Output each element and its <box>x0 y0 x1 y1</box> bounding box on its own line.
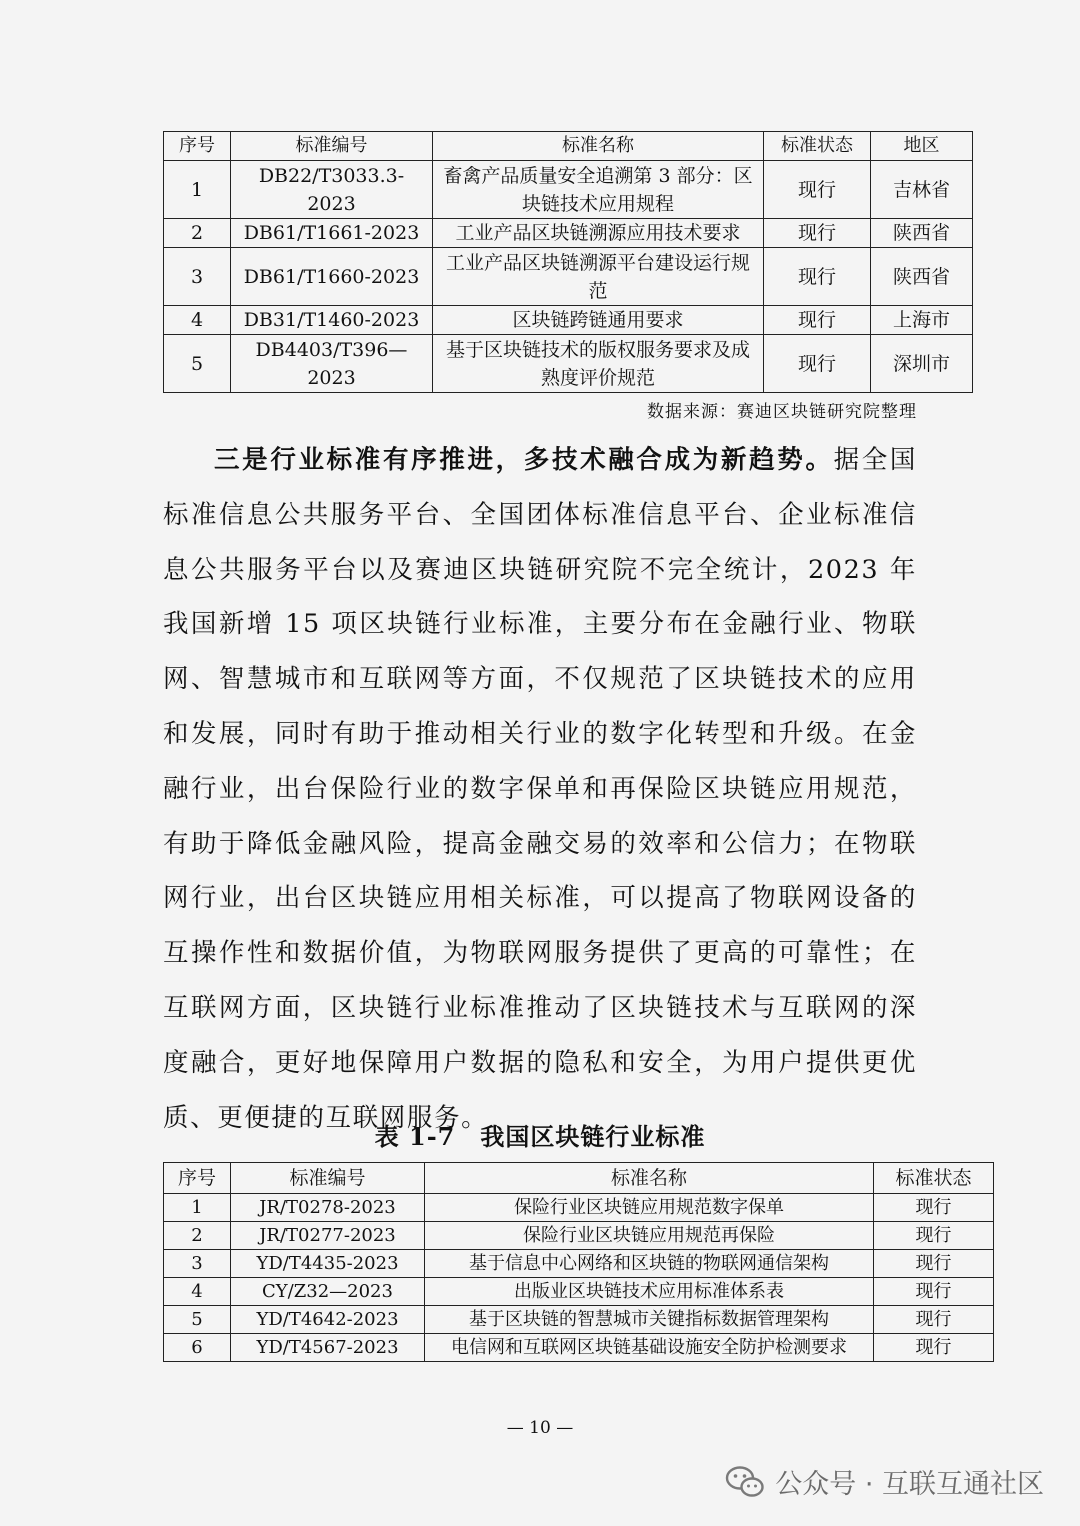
body-paragraph <box>163 433 917 1145</box>
cell-region: 陕西省 <box>871 219 973 248</box>
cell-name: 保险行业区块链应用规范数字保单 <box>425 1194 874 1222</box>
wechat-watermark <box>725 1462 1044 1501</box>
col-header-status: 标准状态 <box>764 132 871 161</box>
regional-standards-table <box>163 131 973 393</box>
cell-status: 现行 <box>764 306 871 335</box>
cell-status: 现行 <box>874 1278 994 1306</box>
cell-index: 4 <box>164 306 231 335</box>
watermark-text: 公众号 · 互联互通社区 <box>775 1469 1044 1500</box>
cell-code: YD/T4642-2023 <box>231 1306 425 1334</box>
cell-status: 现行 <box>764 335 871 393</box>
cell-name: 电信网和互联网区块链基础设施安全防护检测要求 <box>425 1334 874 1362</box>
cell-status: 现行 <box>874 1250 994 1278</box>
cell-status: 现行 <box>874 1222 994 1250</box>
table-row <box>164 1250 994 1278</box>
cell-name: 保险行业区块链应用规范再保险 <box>425 1222 874 1250</box>
table-row <box>164 1334 994 1362</box>
industry-standards-table <box>163 1162 994 1362</box>
cell-status: 现行 <box>764 219 871 248</box>
table-row <box>164 1278 994 1306</box>
page-number: — 10 — <box>506 1418 574 1438</box>
cell-status: 现行 <box>874 1194 994 1222</box>
cell-status: 现行 <box>764 161 871 219</box>
cell-code: DB22/T3033.3-2023 <box>231 161 433 219</box>
paragraph-body: 据全国标准信息公共服务平台、全国团体标准信息平台、企业标准信息公共服务平台以及赛迪区块链研究院不完全统计，2023 年我国新增 15 项区块链行业标准，主要分布在金融行业、物联网、智慧城市和互联网等方面，不仅规范了区块链技术的应用和发展，同时有助于推动相关行业的数字化转型和升级。在金融行业，出台保险行业的数字保单和再保险区块链应用规范，有助于降低金融风险，提高金融交易的效率和公信力；在物联网行业，出台区块链应用相关标准，可以提高了物联网设备的互操作性和数据价值，为物联网服务提供了更高的可靠性；在互联网方面，区块链行业标准推动了区块链技术与互联网的深度融合，更好地保障用户数据的隐私和安全，为用户提供更优质、更便捷的互联网服务。 <box>163 445 917 1133</box>
table-row <box>164 248 973 306</box>
cell-index: 6 <box>164 1334 231 1362</box>
cell-name: 区块链跨链通用要求 <box>433 306 764 335</box>
data-source-note: 数据来源：赛迪区块链研究院整理 <box>647 402 917 422</box>
cell-name: 基于区块链技术的版权服务要求及成熟度评价规范 <box>433 335 764 393</box>
col-header-name: 标准名称 <box>433 132 764 161</box>
cell-index: 5 <box>164 335 231 393</box>
cell-index: 2 <box>164 219 231 248</box>
cell-region: 深圳市 <box>871 335 973 393</box>
cell-code: YD/T4567-2023 <box>231 1334 425 1362</box>
table-header-row <box>164 132 973 161</box>
cell-code: JR/T0277-2023 <box>231 1222 425 1250</box>
cell-region: 吉林省 <box>871 161 973 219</box>
cell-region: 陕西省 <box>871 248 973 306</box>
wechat-icon <box>725 1465 765 1499</box>
col-header-status: 标准状态 <box>874 1163 994 1194</box>
cell-index: 3 <box>164 248 231 306</box>
table-row <box>164 1222 994 1250</box>
cell-region: 上海市 <box>871 306 973 335</box>
cell-code: DB31/T1460-2023 <box>231 306 433 335</box>
cell-index: 1 <box>164 1194 231 1222</box>
table-row <box>164 335 973 393</box>
cell-code: YD/T4435-2023 <box>231 1250 425 1278</box>
cell-index: 3 <box>164 1250 231 1278</box>
cell-name: 工业产品区块链溯源平台建设运行规范 <box>433 248 764 306</box>
table-row <box>164 1194 994 1222</box>
cell-code: DB4403/T396—2023 <box>231 335 433 393</box>
cell-index: 1 <box>164 161 231 219</box>
cell-code: DB61/T1660-2023 <box>231 248 433 306</box>
col-header-code: 标准编号 <box>231 132 433 161</box>
cell-code: DB61/T1661-2023 <box>231 219 433 248</box>
cell-name: 畜禽产品质量安全追溯第 3 部分：区块链技术应用规程 <box>433 161 764 219</box>
col-header-index: 序号 <box>164 1163 231 1194</box>
table-row <box>164 161 973 219</box>
table-row <box>164 306 973 335</box>
cell-code: CY/Z32—2023 <box>231 1278 425 1306</box>
cell-index: 2 <box>164 1222 231 1250</box>
cell-name: 基于区块链的智慧城市关键指标数据管理架构 <box>425 1306 874 1334</box>
col-header-name: 标准名称 <box>425 1163 874 1194</box>
table-header-row <box>164 1163 994 1194</box>
cell-status: 现行 <box>874 1306 994 1334</box>
cell-code: JR/T0278-2023 <box>231 1194 425 1222</box>
cell-name: 出版业区块链技术应用标准体系表 <box>425 1278 874 1306</box>
table-row <box>164 1306 994 1334</box>
col-header-code: 标准编号 <box>231 1163 425 1194</box>
cell-name: 基于信息中心网络和区块链的物联网通信架构 <box>425 1250 874 1278</box>
table-caption: 表 1-7 我国区块链行业标准 <box>374 1122 706 1151</box>
col-header-region: 地区 <box>871 132 973 161</box>
table-row <box>164 219 973 248</box>
paragraph-lead: 三是行业标准有序推进，多技术融合成为新趋势。 <box>214 445 834 475</box>
cell-name: 工业产品区块链溯源应用技术要求 <box>433 219 764 248</box>
cell-index: 5 <box>164 1306 231 1334</box>
cell-index: 4 <box>164 1278 231 1306</box>
col-header-index: 序号 <box>164 132 231 161</box>
cell-status: 现行 <box>874 1334 994 1362</box>
cell-status: 现行 <box>764 248 871 306</box>
